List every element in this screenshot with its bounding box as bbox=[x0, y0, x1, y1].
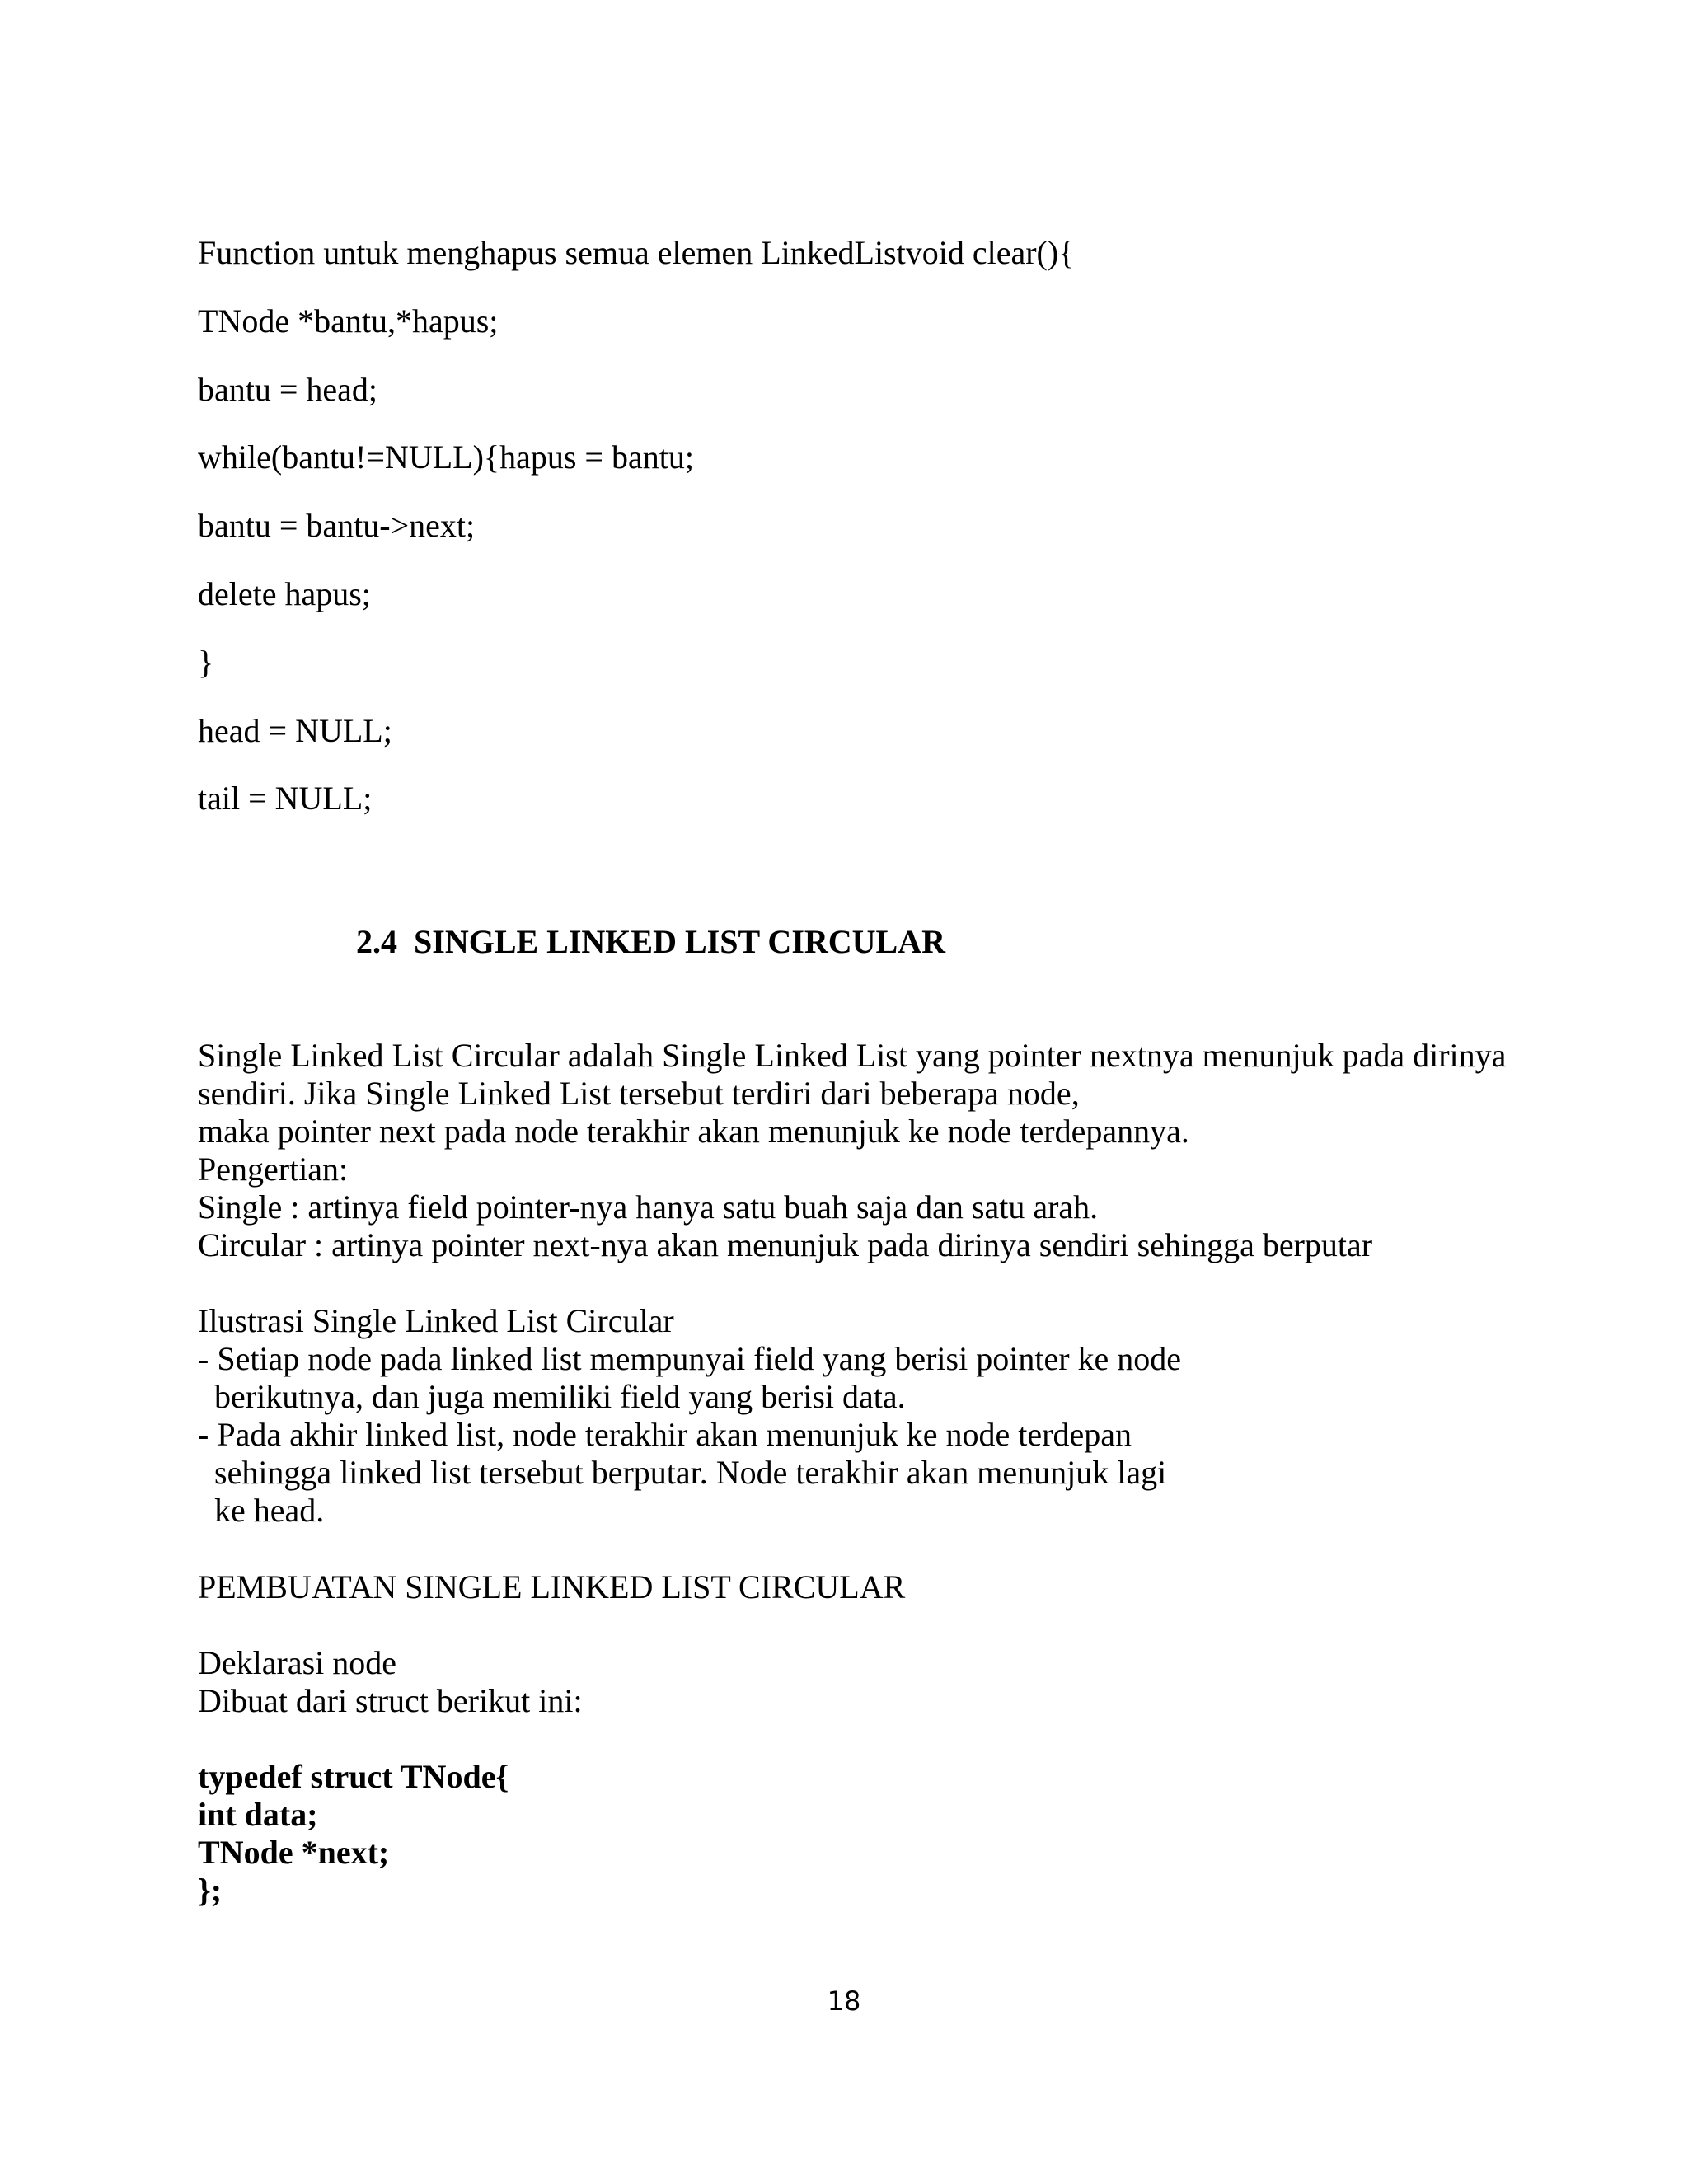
list-item: - Setiap node pada linked list mempunyai field yang berisi pointer ke node bbox=[198, 1340, 1182, 1377]
struct-code-line: typedef struct TNode{ bbox=[198, 1758, 509, 1795]
list-item: - Pada akhir linked list, node terakhir akan menunjuk ke node terdepan bbox=[198, 1416, 1132, 1453]
paragraph-line: Single Linked List Circular adalah Single Linked List yang pointer nextnya menunjuk pada dirinya bbox=[198, 1037, 1507, 1074]
section-heading bbox=[356, 923, 945, 961]
code-line: } bbox=[198, 644, 214, 681]
code-line: while(bantu!=NULL){hapus = bantu; bbox=[198, 438, 694, 476]
struct-code-line: TNode *next; bbox=[198, 1834, 390, 1871]
code-line: bantu = bantu->next; bbox=[198, 507, 476, 544]
code-line: head = NULL; bbox=[198, 712, 392, 749]
paragraph-line: Pengertian: bbox=[198, 1151, 349, 1188]
section-title: SINGLE LINKED LIST CIRCULAR bbox=[414, 923, 945, 960]
paragraph-line: Ilustrasi Single Linked List Circular bbox=[198, 1302, 674, 1339]
paragraph-line: Dibuat dari struct berikut ini: bbox=[198, 1682, 583, 1719]
struct-code-line: int data; bbox=[198, 1796, 318, 1833]
subsection-heading: PEMBUATAN SINGLE LINKED LIST CIRCULAR bbox=[198, 1568, 906, 1605]
code-line: tail = NULL; bbox=[198, 780, 373, 817]
paragraph-line: Deklarasi node bbox=[198, 1644, 397, 1681]
paragraph-line: sendiri. Jika Single Linked List tersebut terdiri dari beberapa node, bbox=[198, 1075, 1080, 1112]
code-line: TNode *bantu,*hapus; bbox=[198, 302, 499, 340]
code-line: bantu = head; bbox=[198, 371, 378, 408]
list-item: berikutnya, dan juga memiliki field yang berisi data. bbox=[198, 1378, 906, 1415]
paragraph-line: maka pointer next pada node terakhir akan menunjuk ke node terdepannya. bbox=[198, 1113, 1189, 1150]
page-number: 18 bbox=[827, 1985, 861, 2017]
code-line: delete hapus; bbox=[198, 575, 371, 612]
struct-code-line: }; bbox=[198, 1872, 223, 1909]
list-item: ke head. bbox=[198, 1492, 325, 1529]
code-line: Function untuk menghapus semua elemen LinkedListvoid clear(){ bbox=[198, 234, 1075, 271]
section-number: 2.4 bbox=[356, 923, 397, 960]
list-item: sehingga linked list tersebut berputar. Node terakhir akan menunjuk lagi bbox=[198, 1454, 1167, 1491]
paragraph-line: Circular : artinya pointer next-nya akan menunjuk pada dirinya sendiri sehingga berputar bbox=[198, 1226, 1373, 1263]
paragraph-line: Single : artinya field pointer-nya hanya satu buah saja dan satu arah. bbox=[198, 1188, 1099, 1226]
